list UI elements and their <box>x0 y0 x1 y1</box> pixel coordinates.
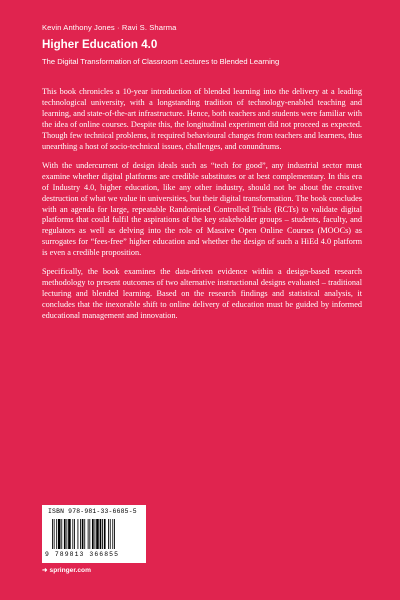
barcode-bar <box>89 519 90 549</box>
book-subtitle: The Digital Transformation of Classroom Lectures to Blended Learning <box>42 57 280 66</box>
blurb-paragraph-1: This book chronicles a 10-year introduction of blended learning into the delivery at a leading technological university, with a longstanding tradition of technology-enabled teaching and learning, and state-of-the-art infrastructure. Hence, both teachers and students were familiar with the idea of online courses. Despite this, the longitudinal experiment did not proceed as expected. Though few technical problems, it required behavioural changes from teachers and learners, thus unearthing a host of socio-technical issues, challenges, and conundrums. <box>42 87 362 151</box>
isbn: ISBN 978-981-33-6685-5 <box>48 508 137 515</box>
barcode-bar <box>88 519 89 549</box>
barcode-bar <box>64 519 66 549</box>
barcode-bar <box>54 519 55 549</box>
barcode-bar <box>112 519 113 549</box>
blurb-paragraph-3: Specifically, the book examines the data-driven evidence within a design-based research methodology to present outcomes of two alternative instructional designs evaluated – traditional lecturing and blended learning. Based on the research findings and statistical analysis, it concludes that the inexorable shift to online delivery of education must be guided by informed educational management and innovation. <box>42 267 362 321</box>
book-title: Higher Education 4.0 <box>42 38 158 51</box>
barcode-bar <box>66 519 67 549</box>
barcode-bar <box>58 519 61 549</box>
barcode-bar <box>74 519 75 549</box>
blurb-paragraph-2: With the undercurrent of design ideals such as “tech for good”, any industrial sector must examine whether digital platforms are credible substitutes or at best complementary. In this era of Industry 4.0, higher education, like any other industry, should not be about the creative destruction of what we value in universities, but their digital transformation. The book concludes with an agenda for large, repeatable Randomised Controlled Trials (RCTs) to validate digital platforms that could fulfil the aspirations of the key stakeholder groups – students, faculty, and regulators as well as delving into the role of Massive Open Online Courses (MOOCs) as surrogates for “fees-free” higher education and whether the design of such a HiEd 4.0 platform is even a credible proposition. <box>42 160 362 258</box>
barcode-bar <box>102 519 103 549</box>
barcode-bar <box>84 519 85 549</box>
barcode-bar <box>114 519 115 549</box>
barcode-bar <box>78 519 79 549</box>
barcode-bar <box>104 519 106 549</box>
barcode-bar <box>52 519 53 549</box>
barcode-bar <box>80 519 81 549</box>
barcode-box <box>42 505 146 563</box>
springer-link[interactable] <box>42 566 91 574</box>
barcode-bar <box>92 519 94 549</box>
barcode-bar <box>110 519 111 549</box>
barcode-bar <box>72 519 73 549</box>
arrow-icon: ➜ <box>42 567 48 574</box>
barcode-bar <box>95 519 96 549</box>
barcode-bar <box>96 519 99 549</box>
barcode-bar <box>56 519 57 549</box>
barcode-bar <box>68 519 71 549</box>
barcode-digits: 9 789813 366855 <box>45 551 120 558</box>
authors: Kevin Anthony Jones · Ravi S. Sharma <box>42 23 177 32</box>
barcode-icon <box>52 519 140 549</box>
barcode-bar <box>82 519 84 549</box>
barcode-bar <box>100 519 102 549</box>
blurb <box>42 87 362 330</box>
barcode-bar <box>61 519 62 549</box>
barcode-bar <box>108 519 109 549</box>
springer-link-label: springer.com <box>49 567 91 574</box>
